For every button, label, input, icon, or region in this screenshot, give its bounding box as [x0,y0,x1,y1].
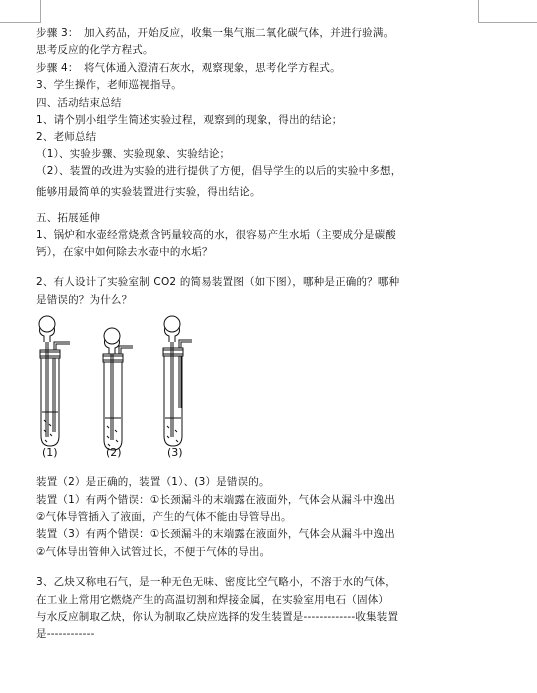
apparatus-2 [103,328,133,450]
answer-line-4: 装置（3）有两个错误：①长颈漏斗的末端露在液面外，气体会从漏斗中逸出 [36,528,395,540]
section-four-heading: 四、活动结束总结 [36,97,122,109]
answer-line-1: 装置（2）是正确的，装置（1）、(3）是错误的。 [36,476,270,488]
student-operation-line: 3、学生操作，老师巡视指导。 [36,79,182,91]
answer-line-5: ②气体导出管伸入试管过长，不便于气体的导出。 [36,546,271,558]
step3-cont-line: 思考反应的化学方程式。 [36,44,154,56]
apparatus-2-label: (2) [106,446,122,459]
question-1-line: 1、锅炉和水壶经常烧煮含钙量较高的水，很容易产生水垢（主要成分是碳酸 [36,229,396,241]
section-five-heading: 五、拓展延伸 [36,212,101,224]
apparatus-1 [39,316,70,446]
question-2-line: 2、有人设计了实验室制 CO2 的简易装置图（如下图），哪种是正确的？哪种 [36,276,400,288]
summary-item-2: 2、老师总结 [36,131,97,143]
crop-mark-top-left [0,0,41,23]
question-3-cont-2: 与水反应制取乙炔，你认为制取乙炔应选择的发生装置是-------------收集装置 [36,611,399,623]
crop-mark-top-right [478,0,537,23]
question-2-cont: 是错误的？为什么？ [36,294,133,306]
summary-sub-2: （2）、装置的改进为实验的进行提供了方便，倡导学生的以后的实验中多想， [36,165,402,177]
apparatus-3-label: (3) [167,446,183,459]
question-1-cont: 钙），在家中如何除去水壶中的水垢？ [36,246,213,258]
question-3-cont-3: 是------------ [36,628,95,640]
summary-item-1: 1、请个别小组学生简述实验过程，观察到的现象，得出的结论； [36,114,343,126]
answer-line-3: ②气体导管插入了液面，产生的气体不能由导管导出。 [36,511,292,523]
summary-sub-1: （1）、实验步骤、实验现象、实验结论； [36,148,231,160]
apparatus-drawing [30,312,200,462]
apparatus-3 [163,316,192,446]
answer-line-2: 装置（1）有两个错误：①长颈漏斗的末端露在液面外，气体会从漏斗中逸出 [36,494,395,506]
step3-line: 步骤 3： 加入药品，开始反应，收集一集气瓶二氧化碳气体，并进行验满。 [36,27,395,39]
summary-sub-2-cont: 能够用最简单的实验装置进行实验，得出结论。 [36,186,261,198]
apparatus-1-label: (1) [42,446,58,459]
co2-apparatus-figure [30,312,200,462]
step4-line: 步骤 4： 将气体通入澄清石灰水，观察现象，思考化学方程式。 [36,62,341,74]
question-3-line: 3、乙炔又称电石气，是一种无色无味、密度比空气略小，不溶于水的气体， [36,576,396,588]
question-3-cont-1: 在工业上常用它燃烧产生的高温切割和焊接金属，在实验室用电石（固体） [36,594,390,606]
